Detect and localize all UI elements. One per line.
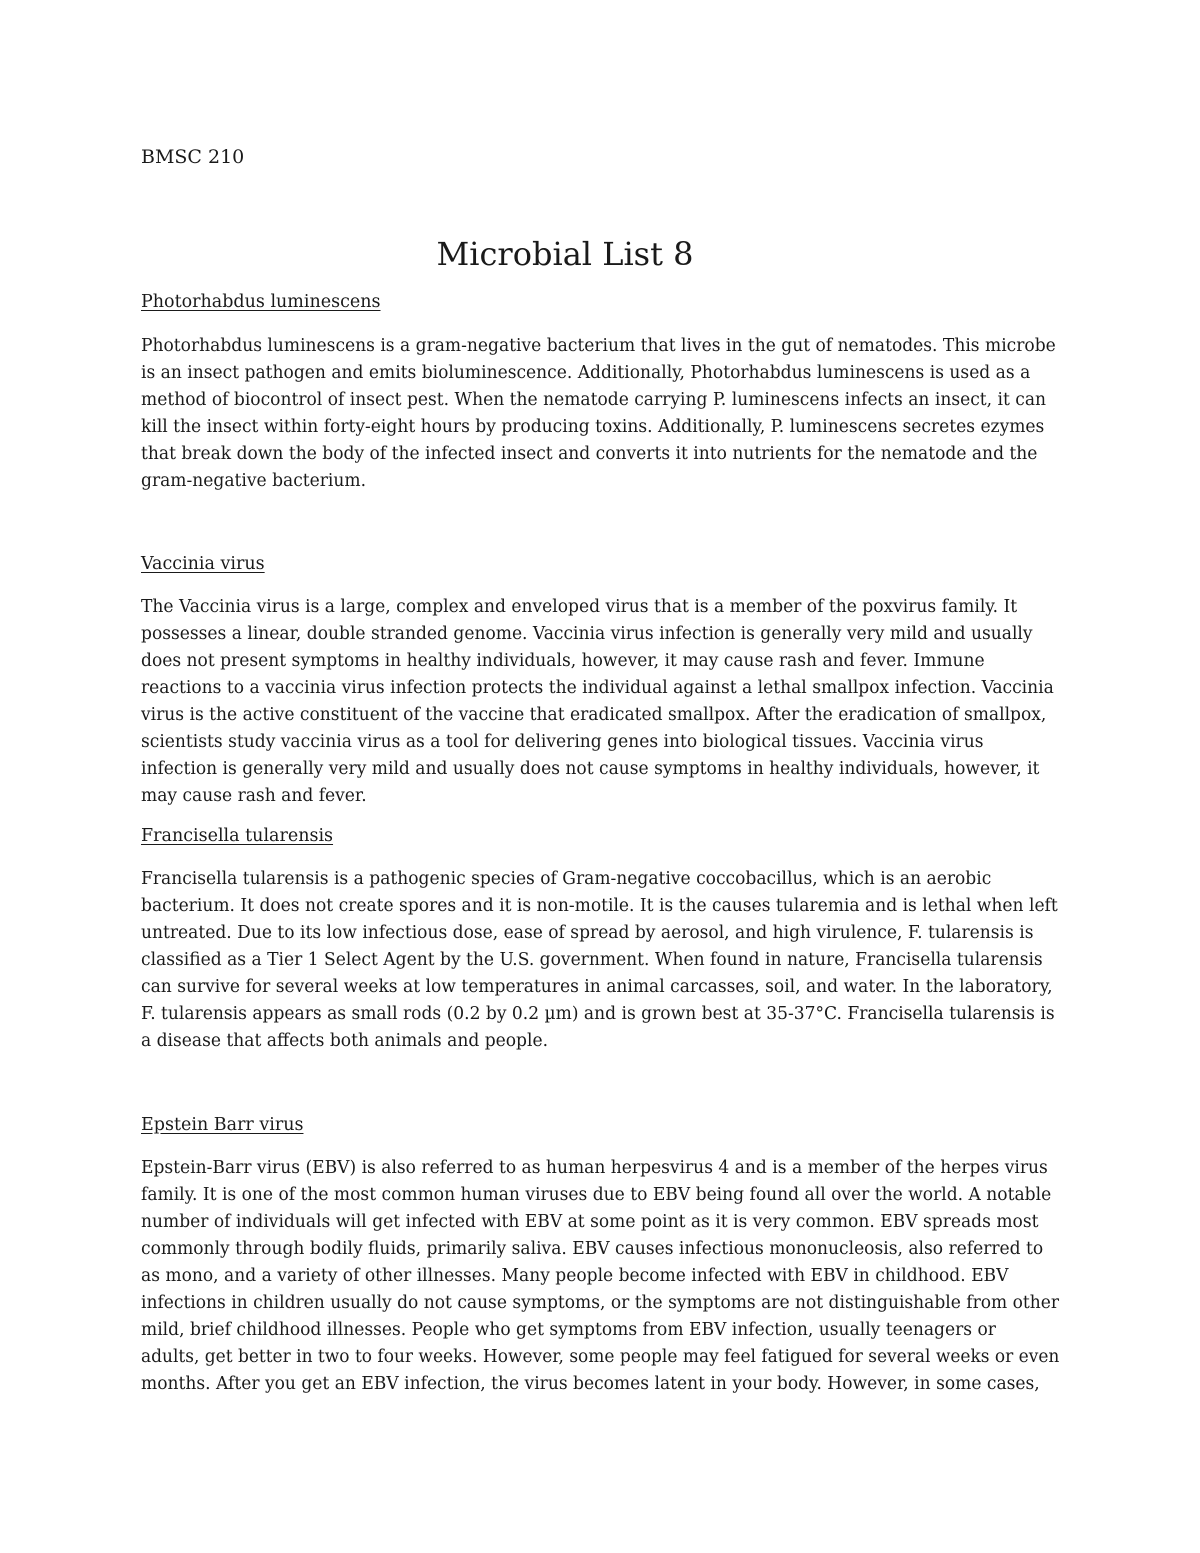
text-line: can survive for several weeks at low temperatures in animal carcasses, soil, and water. In the laboratory, (141, 977, 1053, 997)
text-line: classified as a Tier 1 Select Agent by the U.S. government. When found in nature, Francisella tularensis (141, 950, 1043, 970)
page-title: Microbial List 8 (436, 235, 694, 273)
text-line: bacterium. It does not create spores and it is non-motile. It is the causes tularemia and is lethal when left (141, 896, 1058, 916)
text-line: commonly through bodily fluids, primarily saliva. EBV causes infectious mononucleosis, also referred to (141, 1239, 1044, 1259)
section-body-francisella (141, 866, 1081, 1055)
text-line: a disease that affects both animals and people. (141, 1031, 549, 1051)
section-body-epstein-barr (141, 1155, 1081, 1398)
text-line: mild, brief childhood illnesses. People who get symptoms from EBV infection, usually teenagers or (141, 1320, 996, 1340)
section-heading-vaccinia: Vaccinia virus (141, 554, 265, 574)
text-line: virus is the active constituent of the vaccine that eradicated smallpox. After the eradication of smallpox, (141, 705, 1047, 725)
text-line: may cause rash and fever. (141, 786, 367, 806)
section-heading-photorhabdus: Photorhabdus luminescens (141, 292, 381, 312)
text-line: family. It is one of the most common human viruses due to EBV being found all over the world. A notable (141, 1185, 1052, 1205)
text-line: possesses a linear, double stranded genome. Vaccinia virus infection is generally very mild and usually (141, 624, 1033, 644)
course-code: BMSC 210 (141, 146, 245, 168)
text-line: Photorhabdus luminescens is a gram-negative bacterium that lives in the gut of nematodes. This microbe (141, 336, 1056, 356)
text-line: that break down the body of the infected insect and converts it into nutrients for the nematode and the (141, 444, 1038, 464)
text-line: months. After you get an EBV infection, the virus becomes latent in your body. However, in some cases, (141, 1374, 1040, 1394)
text-line: is an insect pathogen and emits bioluminescence. Additionally, Photorhabdus luminescens is used as a (141, 363, 1031, 383)
section-body-vaccinia (141, 594, 1081, 810)
text-line: does not present symptoms in healthy individuals, however, it may cause rash and fever. Immune (141, 651, 985, 671)
section-heading-epstein-barr: Epstein Barr virus (141, 1115, 304, 1135)
text-line: as mono, and a variety of other illnesses. Many people become infected with EBV in childhood. EBV (141, 1266, 1009, 1286)
text-line: F. tularensis appears as small rods (0.2 by 0.2 µm) and is grown best at 35-37°C. Francisella tularensis is (141, 1004, 1055, 1024)
section-body-photorhabdus (141, 333, 1081, 495)
text-line: reactions to a vaccinia virus infection protects the individual against a lethal smallpox infection. Vaccinia (141, 678, 1054, 698)
text-line: number of individuals will get infected with EBV at some point as it is very common. EBV spreads most (141, 1212, 1039, 1232)
text-line: scientists study vaccinia virus as a tool for delivering genes into biological tissues. Vaccinia virus (141, 732, 984, 752)
section-heading-francisella: Francisella tularensis (141, 826, 334, 846)
text-line: method of biocontrol of insect pest. When the nematode carrying P. luminescens infects an insect, it can (141, 390, 1047, 410)
text-line: gram-negative bacterium. (141, 471, 367, 491)
text-line: The Vaccinia virus is a large, complex and enveloped virus that is a member of the poxvirus family. It (141, 597, 1018, 617)
text-line: adults, get better in two to four weeks. However, some people may feel fatigued for several weeks or even (141, 1347, 1060, 1367)
text-line: Francisella tularensis is a pathogenic species of Gram-negative coccobacillus, which is an aerobic (141, 869, 992, 889)
text-line: infection is generally very mild and usually does not cause symptoms in healthy individuals, however, it (141, 759, 1040, 779)
text-line: infections in children usually do not cause symptoms, or the symptoms are not distinguishable from other (141, 1293, 1060, 1313)
text-line: untreated. Due to its low infectious dose, ease of spread by aerosol, and high virulence, F. tularensis is (141, 923, 1034, 943)
text-line: kill the insect within forty-eight hours by producing toxins. Additionally, P. luminescens secretes ezymes (141, 417, 1045, 437)
text-line: Epstein-Barr virus (EBV) is also referred to as human herpesvirus 4 and is a member of the herpes virus (141, 1158, 1048, 1178)
